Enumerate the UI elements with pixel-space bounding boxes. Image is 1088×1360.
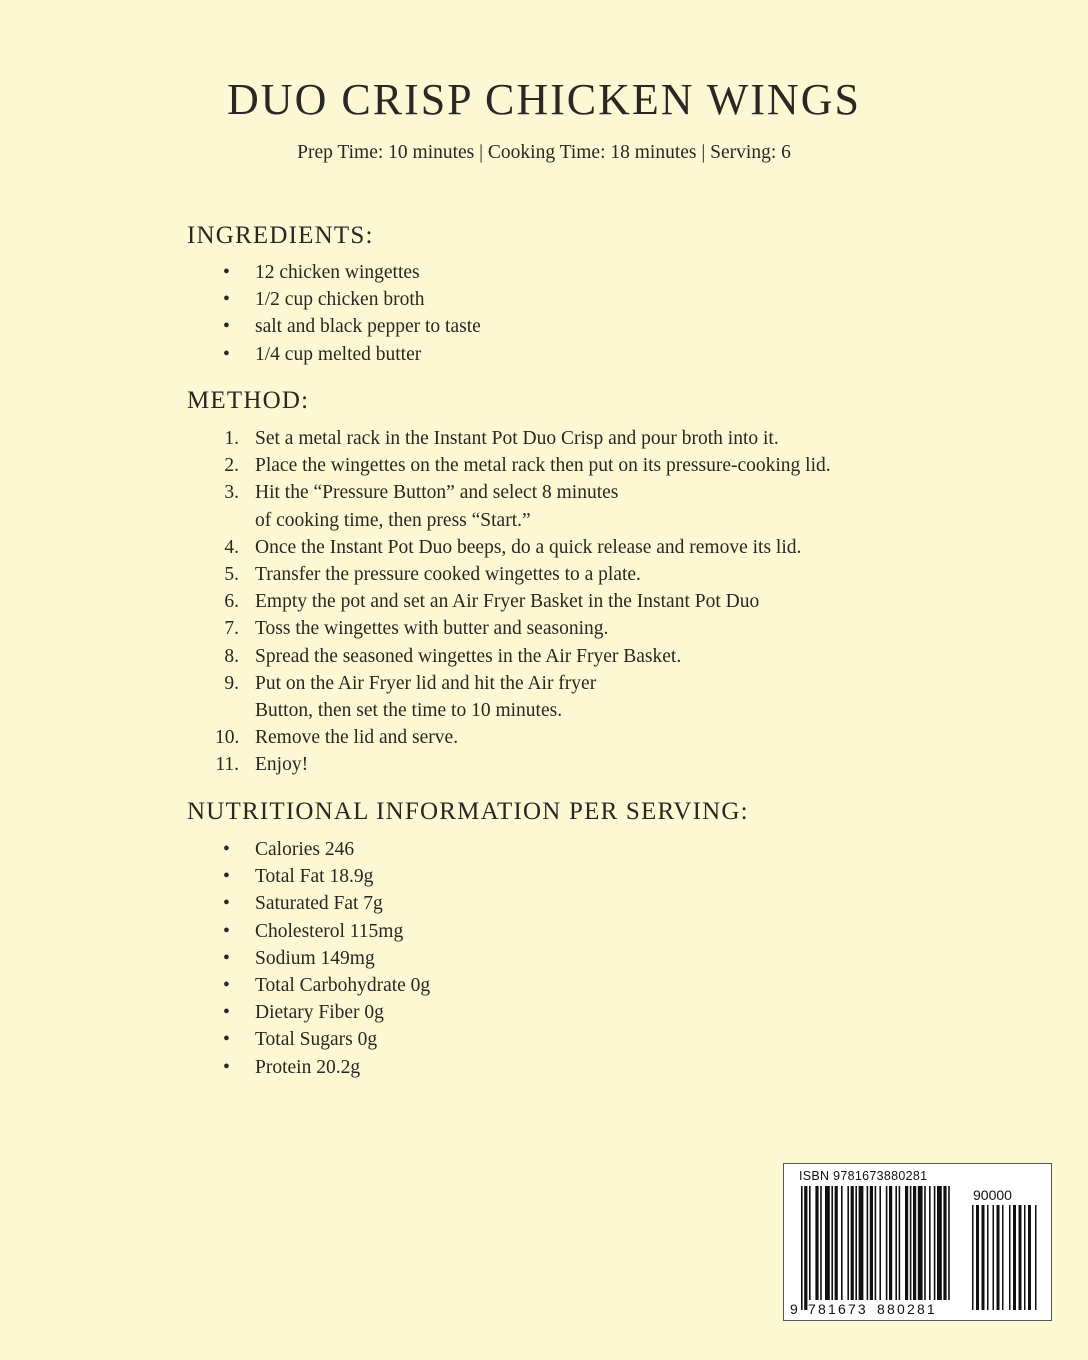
addon-bar [987, 1205, 989, 1310]
price-code: 90000 [973, 1187, 1012, 1203]
addon-bar [972, 1205, 974, 1310]
list-item: • Protein 20.2g [215, 1054, 430, 1081]
bullet: • [223, 1029, 230, 1051]
addon-bar [997, 1205, 1000, 1310]
method-list [215, 425, 831, 779]
recipe-title: DUO CRISP CHICKEN WINGS [227, 75, 861, 124]
list-item: • Total Fat 18.9g [215, 863, 430, 890]
list-item: • 12 chicken wingettes [215, 259, 481, 286]
barcode-bar [913, 1186, 916, 1300]
list-item: 7. Toss the wingettes with butter and seasoning. [224, 618, 609, 640]
list-item: 3. Hit the “Pressure Button” and select 8 minutes of cooking time, then press “Start.” [224, 482, 619, 531]
barcode-bar [809, 1186, 811, 1300]
barcode-bar [815, 1186, 818, 1300]
list-item: 5. Transfer the pressure cooked wingettes to a plate. [224, 564, 641, 586]
list-item: • 1/2 cup chicken broth [215, 286, 481, 313]
barcode-bar [870, 1186, 873, 1300]
bullet: • [223, 316, 230, 338]
bullet: • [223, 343, 230, 365]
barcode-bar [905, 1186, 908, 1300]
list-item: • salt and black pepper to taste [215, 313, 481, 340]
isbn-barcode [783, 1163, 1052, 1321]
barcode-bar [886, 1186, 888, 1300]
ingredients-heading: INGREDIENTS: [187, 222, 374, 249]
barcode-bar [929, 1186, 931, 1300]
list-item: • Dietary Fiber 0g [215, 999, 430, 1026]
barcode-bar [910, 1186, 912, 1300]
list-item: • Saturated Fat 7g [215, 890, 430, 917]
barcode-bar [867, 1186, 869, 1300]
barcode-bar [835, 1186, 838, 1300]
barcode-bar [899, 1186, 901, 1300]
list-item: 10. Remove the lid and serve. [215, 727, 459, 749]
barcode-bar [820, 1186, 822, 1300]
recipe-meta: Prep Time: 10 minutes | Cooking Time: 18 minutes | Serving: 6 [297, 142, 791, 163]
addon-bar [976, 1205, 979, 1310]
bullet: • [223, 1056, 230, 1078]
bullet: • [223, 262, 230, 283]
list-item: • Total Carbohydrate 0g [215, 972, 430, 999]
addon-bar [1009, 1205, 1011, 1310]
addon-bar [1024, 1205, 1026, 1310]
barcode-bar [875, 1186, 877, 1300]
list-item: 6. Empty the pot and set an Air Fryer Basket in the Instant Pot Duo [224, 591, 760, 613]
bullet: • [223, 289, 230, 311]
list-item: • Calories 246 [215, 836, 430, 863]
bullet: • [223, 1002, 230, 1024]
list-item: • Cholesterol 115mg [215, 918, 430, 945]
list-item: 8. Spread the seasoned wingettes in the Air Fryer Basket. [224, 645, 682, 667]
barcode-bar [831, 1186, 833, 1300]
barcode-bar [948, 1186, 950, 1300]
bullet: • [223, 947, 230, 969]
barcode-bar [841, 1186, 843, 1300]
addon-bar [1013, 1205, 1016, 1310]
addon-bar [993, 1205, 995, 1310]
addon-bar [1002, 1205, 1004, 1310]
barcode-bar [804, 1186, 807, 1310]
addon-bar [1028, 1205, 1031, 1310]
addon-bar [1019, 1205, 1022, 1310]
list-item: 11. Enjoy! [215, 754, 309, 776]
barcode-bar [801, 1186, 803, 1310]
bullet: • [223, 975, 230, 997]
bullet: • [223, 839, 230, 860]
barcode-bar [851, 1186, 854, 1300]
nutrition-list [215, 836, 430, 1081]
ean-left-digits: 781673 [808, 1301, 868, 1317]
bullet: • [223, 893, 230, 915]
method-heading: METHOD: [187, 387, 310, 414]
list-item: 1. Set a metal rack in the Instant Pot Duo Crisp and pour broth into it. [224, 428, 779, 449]
list-item: 2. Place the wingettes on the metal rack then put on its pressure-cooking lid. [224, 455, 831, 477]
barcode-bar [855, 1186, 857, 1300]
addon-bar [1035, 1205, 1037, 1310]
barcode-bar [859, 1186, 864, 1300]
barcode-bar [895, 1186, 897, 1300]
list-item: 4. Once the Instant Pot Duo beeps, do a quick release and remove its lid. [224, 536, 802, 558]
barcode-bar [937, 1186, 942, 1300]
barcode-bar [847, 1186, 849, 1300]
barcode-bar [889, 1186, 892, 1300]
barcode-bar [934, 1186, 936, 1300]
list-item: 9. Put on the Air Fryer lid and hit the Air fryer Button, then set the time to 10 minutes. [224, 672, 597, 722]
ingredients-list [215, 259, 481, 368]
isbn-label: ISBN 9781673880281 [799, 1169, 928, 1183]
barcode-bar [918, 1186, 923, 1300]
bullet: • [223, 920, 230, 942]
ean-first-digit: 9 [790, 1301, 800, 1317]
barcode-bar [943, 1186, 946, 1300]
list-item: • Total Sugars 0g [215, 1026, 430, 1053]
bullet: • [223, 866, 230, 888]
nutrition-heading: NUTRITIONAL INFORMATION PER SERVING: [187, 798, 749, 825]
list-item: • 1/4 cup melted butter [215, 341, 481, 368]
barcode-bar [825, 1186, 830, 1300]
addon-bar [982, 1205, 985, 1310]
list-item: • Sodium 149mg [215, 945, 430, 972]
barcode-bar [879, 1186, 881, 1300]
barcode-bar [924, 1186, 926, 1300]
ean-right-digits: 880281 [877, 1301, 937, 1317]
